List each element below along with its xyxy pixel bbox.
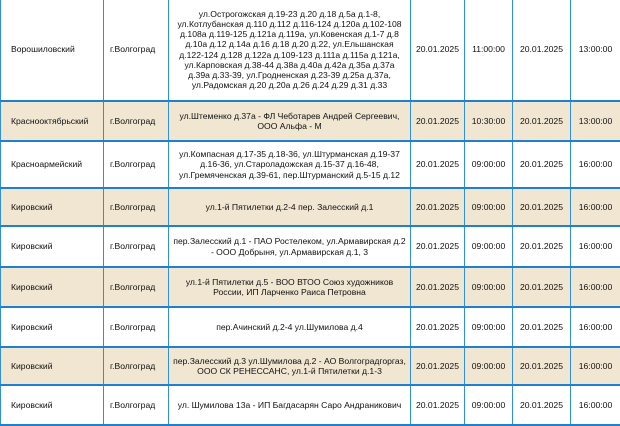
end-date-cell: 20.01.2025 — [513, 385, 571, 425]
start-time-cell: 09:00:00 — [465, 385, 513, 425]
district-cell: Кировский — [1, 188, 104, 226]
start-date-cell: 20.01.2025 — [411, 226, 465, 267]
start-time-cell: 09:00:00 — [465, 141, 513, 188]
table-row — [1, 347, 620, 385]
start-time-cell: 09:00:00 — [465, 347, 513, 385]
city-cell: г.Волгоград — [104, 188, 169, 226]
district-cell: Кировский — [1, 226, 104, 267]
end-date-cell: 20.01.2025 — [513, 307, 571, 347]
city-cell: г.Волгоград — [104, 267, 169, 307]
end-time-cell: 13:00:00 — [571, 0, 620, 101]
city-cell: г.Волгоград — [104, 226, 169, 267]
end-date-cell: 20.01.2025 — [513, 101, 571, 141]
end-date-cell: 20.01.2025 — [513, 0, 571, 101]
table-row — [1, 141, 620, 188]
end-time-cell: 16:00:00 — [571, 347, 620, 385]
table-row — [1, 307, 620, 347]
start-time-cell: 09:00:00 — [465, 307, 513, 347]
end-time-cell: 16:00:00 — [571, 267, 620, 307]
start-date-cell: 20.01.2025 — [411, 188, 465, 226]
table-row — [1, 188, 620, 226]
address-cell: ул. Шумилова 13а - ИП Багдасарян Саро Андраникович — [169, 385, 411, 425]
end-time-cell: 16:00:00 — [571, 385, 620, 425]
start-time-cell: 09:00:00 — [465, 267, 513, 307]
address-cell: пер.Залесский д.3 ул.Шумилова д.2 - АО Волгоградгоргаз, ООО СК РЕНЕССАНС, ул.1-й Пятилетки д.1-3 — [169, 347, 411, 385]
district-cell: Кировский — [1, 267, 104, 307]
end-date-cell: 20.01.2025 — [513, 347, 571, 385]
start-date-cell: 20.01.2025 — [411, 0, 465, 101]
district-cell: Красноармейский — [1, 141, 104, 188]
table-row — [1, 0, 620, 101]
district-cell: Краснооктябрьский — [1, 101, 104, 141]
district-cell: Кировский — [1, 385, 104, 425]
address-cell: ул.Штеменко д.37а - ФЛ Чеботарев Андрей Сергеевич, ООО Альфа - М — [169, 101, 411, 141]
address-cell: ул.1-й Пятилетки д.2-4 пер. Залесский д.1 — [169, 188, 411, 226]
start-date-cell: 20.01.2025 — [411, 385, 465, 425]
end-time-cell: 13:00:00 — [571, 101, 620, 141]
district-cell: Ворошиловский — [1, 0, 104, 101]
address-cell: пер.Ачинский д.2-4 ул.Шумилова д.4 — [169, 307, 411, 347]
end-date-cell: 20.01.2025 — [513, 188, 571, 226]
city-cell: г.Волгоград — [104, 141, 169, 188]
address-cell: ул.Острогожская д.19-23 д.20 д.18 д.5а д.1-8, ул.Котлубанская д.110 д.112 д.116-124 д.120а д.102-108 д.108а д.119-125 д.121а д.119а, ул.Ковенская д.1-7 д.8 д.10а д.12 д.14а д.16 д.18 д.20 д.22, ул.Ельшанская д.122-124 д.128 д.122а д.109-123 д.111а д.115а д.121а, ул.Карповская д.38-44 д.38а д.40а д.42а д.35а д.37а д.39а д.33-39, ул.Гродненская д.23-39 д.25а д.37а, ул.Радомская д.20 д.20а д.26 д.24 д.29 д.31 д.33 — [169, 0, 411, 101]
city-cell: г.Волгоград — [104, 385, 169, 425]
start-time-cell: 11:00:00 — [465, 0, 513, 101]
city-cell: г.Волгоград — [104, 0, 169, 101]
address-cell: пер.Залесский д.1 - ПАО Ростелеком, ул.Армавирская д.2 - ООО Добрыня, ул.Армавирская д.1, 3 — [169, 226, 411, 267]
table-row — [1, 267, 620, 307]
end-time-cell: 16:00:00 — [571, 307, 620, 347]
end-date-cell: 20.01.2025 — [513, 267, 571, 307]
end-time-cell: 16:00:00 — [571, 226, 620, 267]
table-row — [1, 101, 620, 141]
city-cell: г.Волгоград — [104, 101, 169, 141]
table-row — [1, 385, 620, 425]
start-date-cell: 20.01.2025 — [411, 101, 465, 141]
start-time-cell: 09:00:00 — [465, 226, 513, 267]
address-cell: ул.1-й Пятилетки д.5 - ВОО ВТОО Союз художников России, ИП Ларченко Раиса Петровна — [169, 267, 411, 307]
start-date-cell: 20.01.2025 — [411, 307, 465, 347]
city-cell: г.Волгоград — [104, 307, 169, 347]
end-date-cell: 20.01.2025 — [513, 226, 571, 267]
end-date-cell: 20.01.2025 — [513, 141, 571, 188]
address-cell: ул.Компасная д.17-35 д.18-36, ул.Штурманская д.19-37 д.16-36, ул.Староладожская д.15-37 д.16-48, ул.Гремяченская д.39-61, пер.Штурманский д.5-15 д.12 — [169, 141, 411, 188]
end-time-cell: 16:00:00 — [571, 188, 620, 226]
city-cell: г.Волгоград — [104, 347, 169, 385]
start-date-cell: 20.01.2025 — [411, 347, 465, 385]
district-cell: Кировский — [1, 307, 104, 347]
table-row — [1, 226, 620, 267]
start-date-cell: 20.01.2025 — [411, 267, 465, 307]
end-time-cell: 16:00:00 — [571, 141, 620, 188]
start-time-cell: 09:00:00 — [465, 188, 513, 226]
start-date-cell: 20.01.2025 — [411, 141, 465, 188]
district-cell: Кировский — [1, 347, 104, 385]
start-time-cell: 10:30:00 — [465, 101, 513, 141]
